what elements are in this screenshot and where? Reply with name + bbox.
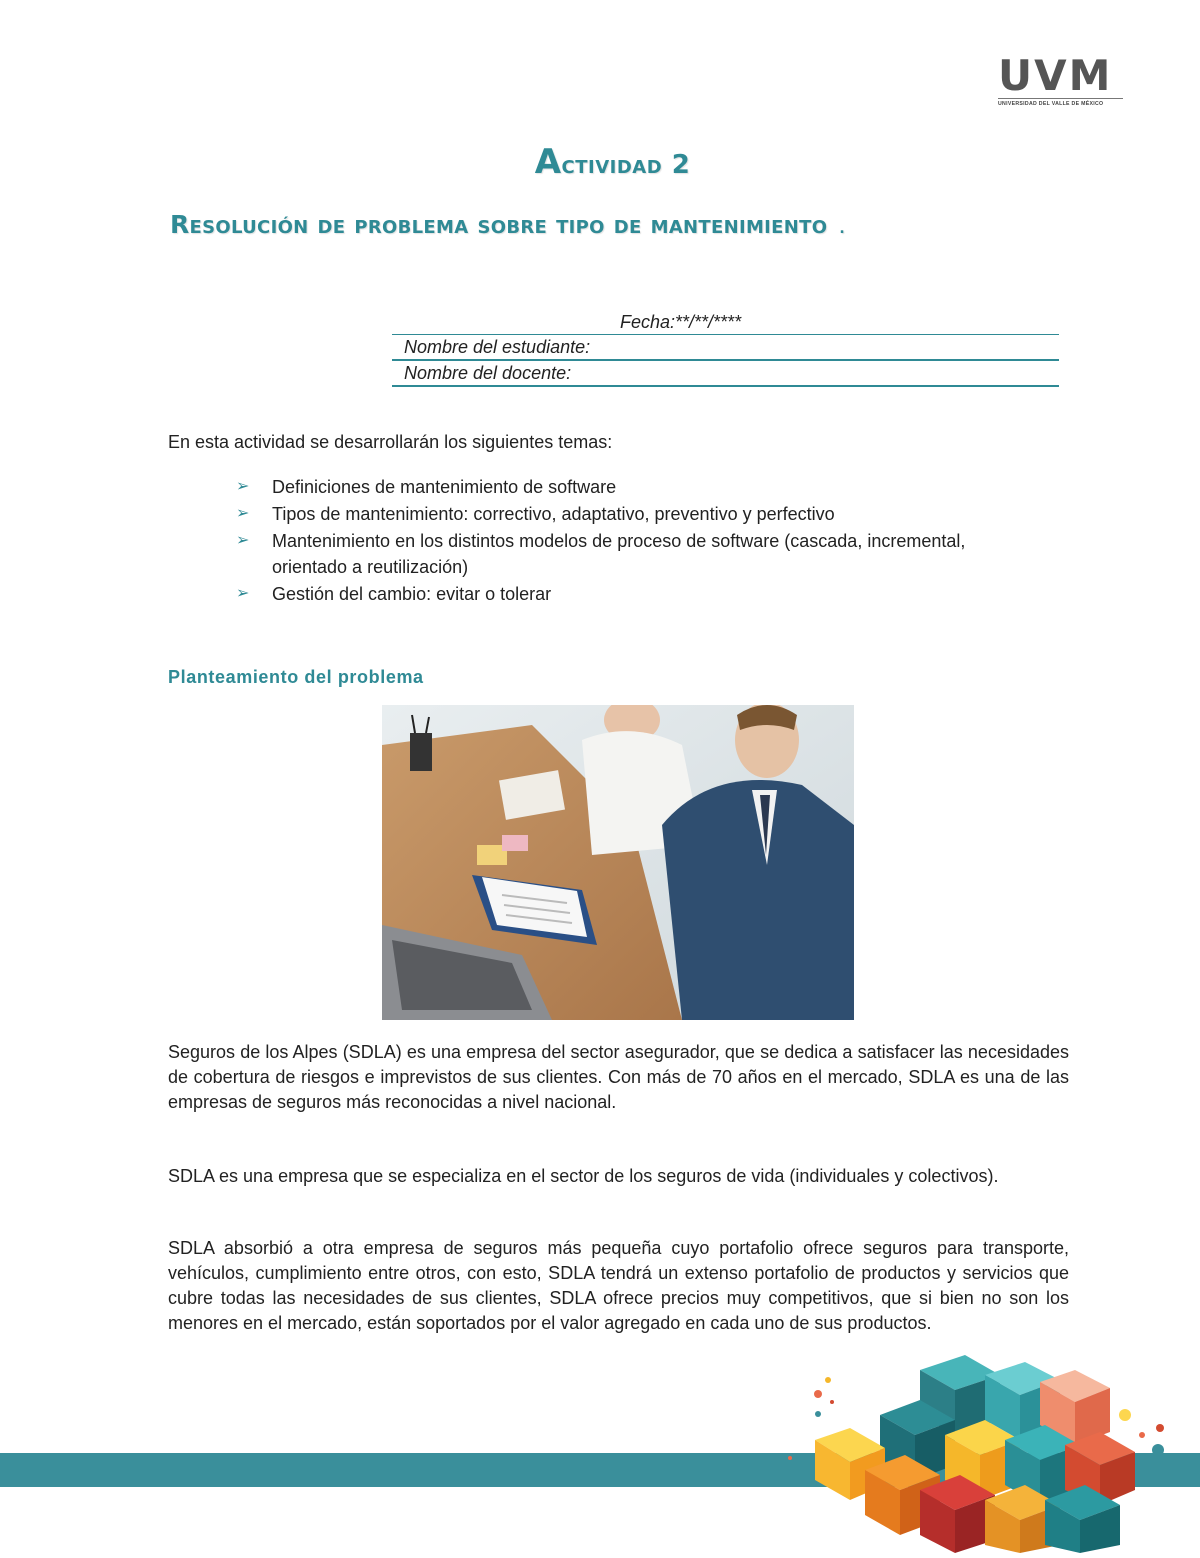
list-item [236,501,996,527]
subtitle-dot: . [839,221,845,237]
paragraph-company: Seguros de los Alpes (SDLA) es una empresa del sector asegurador, que se dedica a satisfacer las necesidades de cobertura de riesgos e imprevistos de sus clientes. Con más de 70 años en el mercado, SDLA es una de las empresas de seguros más reconocidas a nivel nacional. [168,1042,1069,1112]
title-initial: A [534,142,562,182]
topic-text: Gestión del cambio: evitar o tolerar [272,584,552,604]
logo-text: UVM [998,51,1113,100]
list-item [236,474,996,500]
arrow-bullet-icon: ➢ [236,585,250,602]
subtitle-text: Resolución de problema sobre tipo de mantenimiento [170,210,828,239]
topic-text: Definiciones de mantenimiento de software [272,477,617,497]
arrow-bullet-icon: ➢ [236,478,250,495]
logo-subtitle: UNIVERSIDAD DEL VALLE DE MÉXICO [998,98,1123,107]
section-heading: Planteamiento del problema [168,667,424,687]
list-item [236,581,996,607]
student-name-field[interactable]: Nombre del estudiante: [392,335,1059,361]
topic-text: Tipos de mantenimiento: correctivo, adaptativo, preventivo y perfectivo [272,504,835,524]
date-field[interactable]: Fecha:**/**/**** [392,310,1059,335]
decorative-cubes [770,1340,1200,1553]
arrow-bullet-icon: ➢ [236,505,250,522]
topic-text: Mantenimiento en los distintos modelos de proceso de software (cascada, incremental, orientado a reutilización) [272,531,966,577]
arrow-bullet-icon: ➢ [236,532,250,549]
paragraph-acquisition: SDLA absorbió a otra empresa de seguros más pequeña cuyo portafolio ofrece seguros para transporte, vehículos, cumplimiento entre otros, con esto, SDLA tendrá un extenso portafolio de productos y servicios que cubre todas las necesidades de sus clientes, SDLA ofrece precios muy competitivos, que si bien no son los menores en el mercado, están soportados por el valor agregado en cada uno de sus productos. [168,1238,1069,1333]
list-item [236,528,996,580]
paragraph-specialization: SDLA es una empresa que se especializa en el sector de los seguros de vida (individuales y colectivos). [168,1166,999,1186]
intro-text: En esta actividad se desarrollarán los siguientes temas: [168,432,613,452]
uvm-logo [998,51,1123,110]
teacher-name-field[interactable]: Nombre del docente: [392,361,1059,387]
student-form [392,310,1059,387]
topics-list [236,474,996,608]
title-rest: ctividad 2 [561,150,691,180]
activity-subtitle [170,210,845,239]
activity-title [0,142,1200,182]
office-meeting-photo [382,705,854,1020]
